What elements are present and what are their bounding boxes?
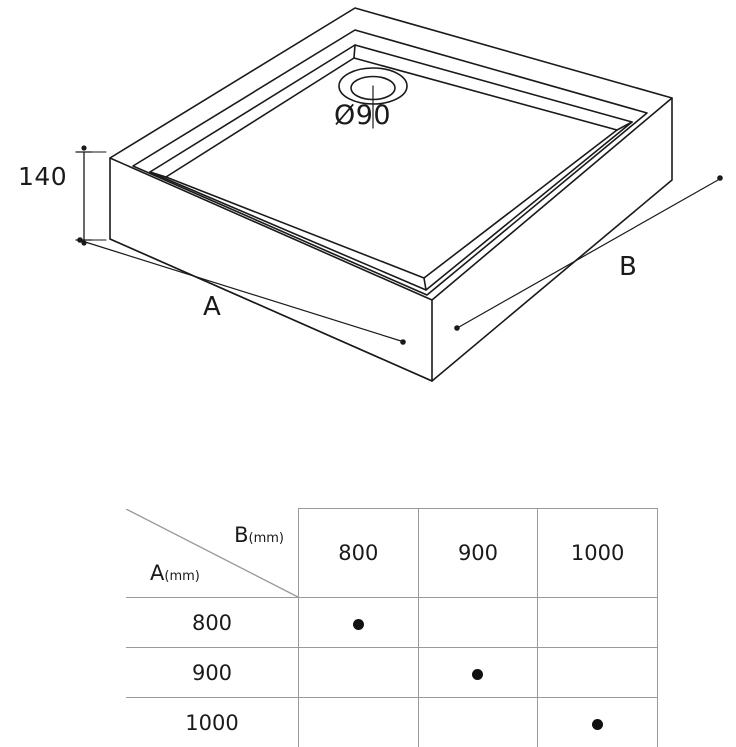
table-cell-mark xyxy=(418,648,538,698)
table-row-header: 1000 xyxy=(126,698,299,747)
b-dot-start xyxy=(454,325,460,331)
table-col-header: 1000 xyxy=(538,509,658,598)
tray-front-right-side xyxy=(432,98,672,381)
b-dimension-line xyxy=(459,180,718,327)
table-header-row xyxy=(126,509,658,598)
table-cell-empty xyxy=(538,648,658,698)
table-row xyxy=(126,598,658,648)
corner-label-a xyxy=(150,561,200,585)
tray-front-left-side xyxy=(110,158,432,381)
table-row-header: 800 xyxy=(126,598,299,648)
table-cell-empty xyxy=(299,698,419,747)
tray-top-outer-edge xyxy=(110,8,672,300)
corner-label-b xyxy=(234,523,284,547)
table-row xyxy=(126,648,658,698)
table-cell-empty xyxy=(418,698,538,747)
a-dimension-line xyxy=(82,241,401,341)
table-cell-empty xyxy=(418,598,538,648)
table-cell-empty xyxy=(299,648,419,698)
corner-label-a-text: A xyxy=(150,561,164,585)
availability-dot xyxy=(472,669,483,680)
table-cell-empty xyxy=(538,598,658,648)
drain-diameter-label: Ø90 xyxy=(334,100,391,131)
a-dot-end xyxy=(400,339,406,345)
table-corner-cell xyxy=(126,509,299,598)
depth-b-dimension-label: B xyxy=(619,252,637,282)
table-row-header: 900 xyxy=(126,648,299,698)
width-a-dimension-label: A xyxy=(203,292,221,322)
size-matrix-table xyxy=(126,508,658,747)
corner-label-a-unit: (mm) xyxy=(164,569,199,584)
height-dot-top xyxy=(81,145,86,150)
corner-label-b-text: B xyxy=(234,523,248,547)
table-cell-mark xyxy=(299,598,419,648)
tray-bottom-edge-hint xyxy=(110,239,432,381)
basin-corner-connector-top xyxy=(354,45,355,58)
table-col-header: 800 xyxy=(299,509,419,598)
size-matrix-table-wrapper xyxy=(126,508,658,736)
table-col-header: 900 xyxy=(418,509,538,598)
corner-label-b-unit: (mm) xyxy=(249,531,284,546)
tray-basin-floor-edge xyxy=(166,58,617,278)
height-dimension-label: 140 xyxy=(18,162,67,191)
basin-corner-connector-bottom xyxy=(424,278,426,290)
availability-dot xyxy=(592,719,603,730)
b-dot-end xyxy=(717,175,723,181)
table-row xyxy=(126,698,658,747)
a-dot-start xyxy=(77,237,83,243)
table-cell-mark xyxy=(538,698,658,747)
availability-dot xyxy=(353,619,364,630)
